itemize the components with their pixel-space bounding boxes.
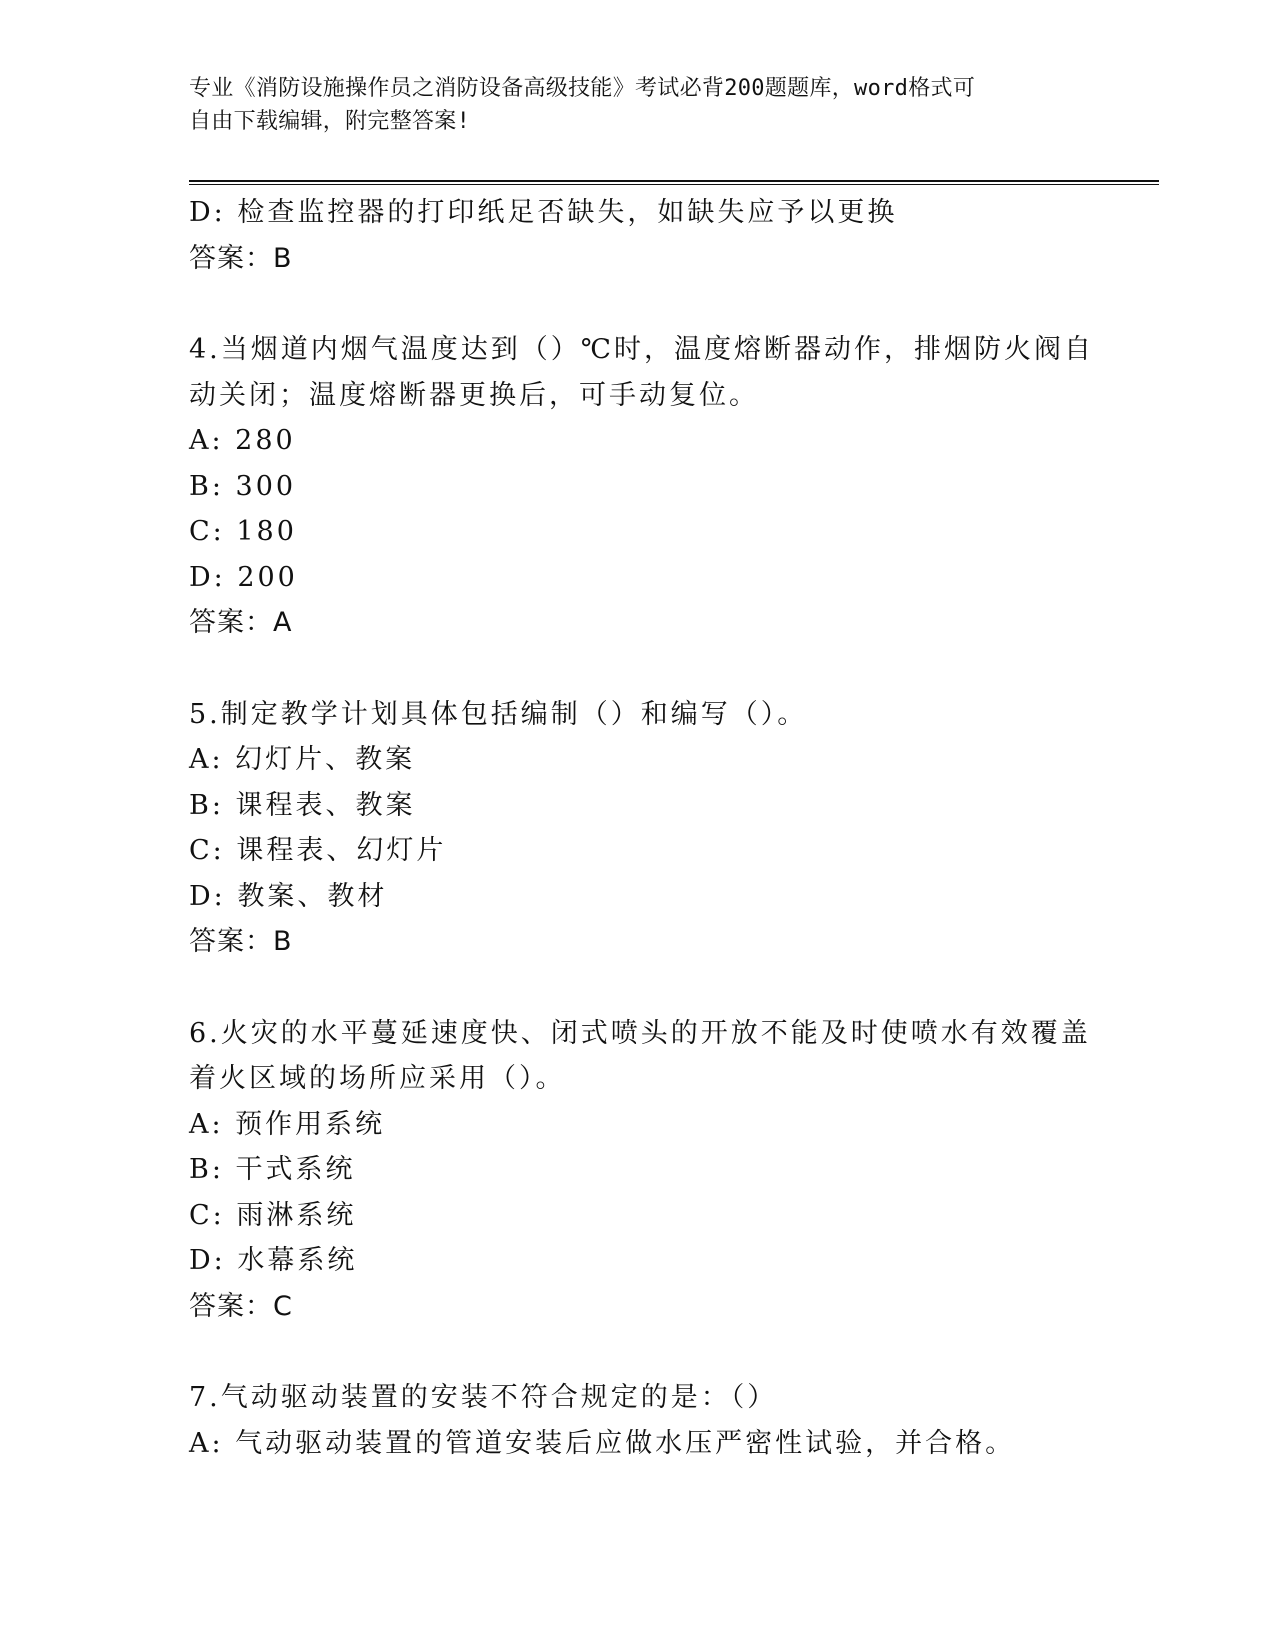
- q3-answer: 答案：B: [189, 242, 293, 274]
- q5-option-c: C: 课程表、幻灯片: [189, 835, 447, 866]
- q6-option-c: C: 雨淋系统: [189, 1199, 357, 1231]
- question-4: [189, 327, 1094, 646]
- q5-option-a: A: 幻灯片、教案: [189, 744, 416, 775]
- q4-option-d: D: 200: [189, 561, 298, 593]
- q7-stem-line-1: 7.气动驱动装置的安装不符合规定的是：（）: [189, 1382, 778, 1413]
- document-header: [189, 72, 1089, 138]
- q5-option-d: D: 教案、教材: [189, 880, 388, 912]
- question-5: [189, 692, 1089, 965]
- q5-answer: 答案：B: [189, 926, 293, 957]
- q4-option-a: A: 280: [189, 425, 296, 456]
- header-divider-thin: [189, 184, 1159, 185]
- q4-answer: 答案：A: [189, 607, 293, 638]
- q7-option-a: A: 气动驱动装置的管道安装后应做水压严密性试验，并合格。: [189, 1427, 1016, 1459]
- q4-stem-line-1: 4.当烟道内烟气温度达到（）℃时，温度熔断器动作，排烟防火阀自: [189, 334, 1094, 365]
- question-list: [189, 190, 1094, 1466]
- header-line-2: 自由下载编辑，附完整答案!: [189, 109, 471, 134]
- q4-option-c: C: 180: [189, 516, 297, 547]
- q6-stem-line-2: 着火区域的场所应采用（）。: [189, 1063, 566, 1094]
- q5-stem-line-1: 5.制定教学计划具体包括编制（）和编写（）。: [189, 698, 808, 730]
- q6-option-a: A: 预作用系统: [189, 1108, 386, 1140]
- q6-stem-line-1: 6.火灾的水平蔓延速度快、闭式喷头的开放不能及时使喷水有效覆盖: [189, 1017, 1091, 1049]
- q3-option-d: D: 检查监控器的打印纸足否缺失，如缺失应予以更换: [189, 197, 898, 228]
- q5-option-b: B: 课程表、教案: [189, 789, 416, 821]
- q4-option-b: B: 300: [189, 470, 297, 502]
- q6-option-b: B: 干式系统: [189, 1154, 356, 1185]
- q4-stem-line-2: 动关闭；温度熔断器更换后，可手动复位。: [189, 379, 759, 411]
- q6-answer: 答案：C: [189, 1290, 293, 1322]
- q6-option-d: D: 水幕系统: [189, 1245, 358, 1276]
- header-divider-thick: [189, 180, 1159, 182]
- header-line-1: 专业《消防设施操作员之消防设备高级技能》考试必背200题题库，word格式可: [189, 76, 976, 101]
- question-7: [189, 1375, 1089, 1466]
- question-6: [189, 1011, 1089, 1330]
- question-3-tail: [189, 190, 1089, 281]
